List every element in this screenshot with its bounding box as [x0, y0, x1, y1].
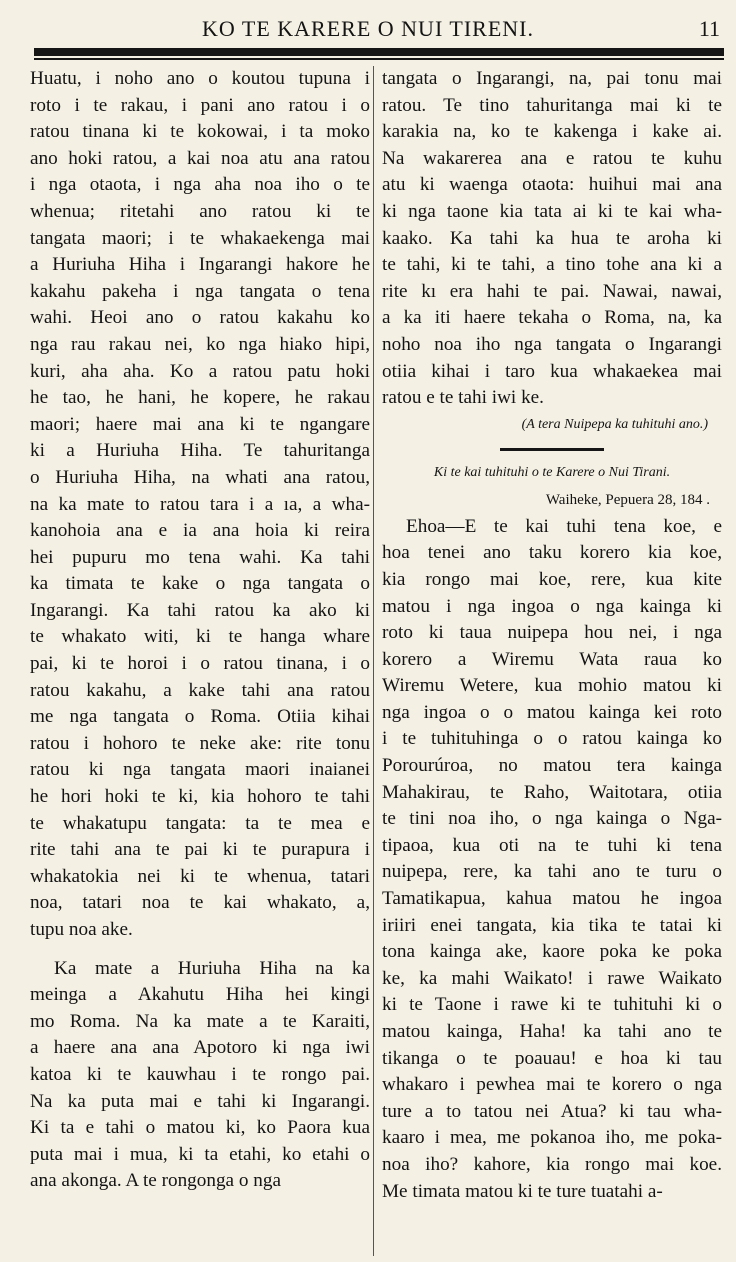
left-paragraph-1	[30, 66, 370, 944]
text-line: Me timata matou ki te ture tuatahi a-	[382, 1180, 663, 1202]
newspaper-title: KO TE KARERE O NUI TIRENI.	[202, 16, 534, 41]
text-line: ke, ka mahi Waikato! i rawe Waikato	[382, 967, 722, 989]
text-line: hoa tenei ano taku korero kia koe,	[382, 542, 722, 564]
text-line: pai, ki te horoi i o ratou tinana, i o	[30, 653, 370, 675]
text-line: atu ki waenga otaota: huihui mai ana	[382, 174, 722, 196]
text-line: Na ka puta mai e tahi ki Ingarangi.	[30, 1090, 370, 1112]
header-rule-thick	[34, 48, 724, 56]
text-line: Huatu, i noho ano o koutou tupuna i	[30, 68, 370, 89]
page-header	[0, 14, 736, 46]
text-line: me nga tangata o Roma. Otiia kihai	[30, 706, 370, 728]
text-line: ana akonga. A te rongonga o nga	[30, 1170, 281, 1192]
text-line: ka timata te kake o nga tangata o	[30, 573, 370, 595]
text-line: rite kı era hahi te pai. Nawai, nawai,	[382, 280, 722, 302]
text-line: ratou tinana ki te kokowai, i ta moko	[30, 121, 370, 143]
text-line: whenua; ritetahi ano ratou ki te	[30, 200, 370, 222]
header-rule-thin	[34, 58, 724, 60]
text-line: Ki ta e tahi o matou ki, ko Paora kua	[30, 1117, 370, 1139]
text-line: kanohoia ana e ia ana hoia ki reira	[30, 520, 370, 542]
text-line: tangata o Ingarangi, na, pai tonu mai	[382, 68, 722, 89]
text-line: maori; haere mai ana ki te ngangare	[30, 413, 370, 435]
text-line: tangata maori; i te whakaekenga mai	[30, 227, 370, 249]
text-line: Na wakarerea ana e ratou te kuhu	[382, 147, 722, 169]
text-line: nuipepa, rere, ka tahi ano te turu o	[382, 861, 722, 883]
text-line: Ehoa—E te kai tuhi tena koe, e	[406, 515, 722, 537]
article-separator	[382, 438, 722, 460]
text-line: ture a to tatou nei Atua? ki tau wha-	[382, 1100, 722, 1122]
text-line: matou i nga ingoa o nga kainga ki	[382, 595, 722, 617]
text-line: kaaro i mea, me pokanoa iho, me poka-	[382, 1127, 722, 1149]
letter-date: Waiheke, Pepuera 28, 184 .	[545, 491, 710, 508]
text-line: tona kainga ake, kaore poka ke poka	[382, 941, 722, 963]
left-column	[30, 66, 370, 1195]
text-line: te tini noa iho, o nga kainga o Nga-	[382, 808, 722, 830]
text-line: a ka iti haere tekaha o Roma, na, ka	[382, 307, 722, 329]
text-line: he tao, he hani, he kopere, he rakau	[30, 387, 370, 409]
text-line: ratou. Te tino tahuritanga mai ki te	[382, 94, 722, 116]
text-line: te whakatupu tangata: ta te mea e	[30, 812, 370, 834]
text-line: roto ki taua nuipepa hou nei, i nga	[382, 622, 722, 644]
text-line: tikanga o te poauau! e hoa ki tau	[382, 1047, 722, 1069]
text-line: ratou i hohoro te neke ake: rite tonu	[30, 732, 370, 754]
continued-note: (A tera Nuipepa ka tuhituhi ano.)	[521, 416, 708, 432]
text-line: a Huriuha Hiha i Ingarangi hakore he	[30, 254, 370, 276]
right-column	[382, 66, 722, 1205]
text-line: ki te Taone i rawe ki te tuhituhi ki o	[382, 994, 722, 1016]
column-divider	[373, 66, 374, 1256]
text-line: meinga a Akahutu Hiha hei kingi	[30, 984, 370, 1006]
text-line: na ka mate to ratou tara i a ıa, a wha-	[30, 493, 370, 515]
text-line: noho noa iho nga tangata o Ingarangi	[382, 333, 722, 355]
text-line: kia rongo mai koe, rere, kua kite	[382, 568, 722, 590]
text-line: i te tuhituhinga o o ratou kainga ko	[382, 728, 722, 750]
text-line: Mahakirau, te Raho, Waitotara, otiia	[382, 781, 722, 803]
text-line: korero a Wiremu Wata raua ko	[382, 648, 722, 670]
text-line: roto i te rakau, i pani ano ratou i o	[30, 94, 370, 116]
text-line: Porourúroa, no matou tera kainga	[382, 755, 722, 777]
text-line: rite tahi ana te pai ki te purapura i	[30, 839, 370, 861]
text-line: matou kainga, Haha! ka tahi ano te	[382, 1021, 722, 1042]
right-paragraph-1	[382, 66, 722, 412]
right-paragraph-2	[382, 514, 722, 1205]
letter-address: Ki te kai tuhituhi o te Karere o Nui Tirani.	[433, 464, 671, 480]
text-line: ratou e te tahi iwi ke.	[382, 387, 544, 409]
text-line: Wiremu Wetere, kua mohio matou ki	[382, 675, 722, 697]
text-line: ki a Huriuha Hiha. Te tahuritanga	[30, 440, 370, 462]
text-line: Tamatikapua, kahua matou he ingoa	[382, 888, 722, 910]
text-line: nga rau rakau nei, ko nga hiako hipi,	[30, 333, 370, 355]
text-line: otiia kihai i taro kua whakaekea mai	[382, 360, 722, 382]
text-line: tupu noa ake.	[30, 919, 133, 940]
text-line: ratou ki nga tangata maori inaianei	[30, 759, 370, 781]
text-line: noa iho? kahore, kia rongo mai koe.	[382, 1153, 722, 1175]
page-number: 11	[698, 16, 720, 41]
text-line: wahi. Heoi ano o ratou kakahu ko	[30, 307, 370, 329]
text-line: ki nga taone kia tata ai ki te kai wha-	[382, 200, 722, 222]
text-line: a haere ana ana Apotoro ki nga iwi	[30, 1037, 370, 1059]
text-line: karakia na, ko te kakenga i kake ai.	[382, 121, 722, 143]
text-line: Ka mate a Huriuha Hiha na ka	[54, 957, 370, 979]
text-line: te whakato witi, ki te hanga whare	[30, 626, 370, 648]
text-line: ano hoki ratou, a kai noa atu ana ratou	[30, 147, 370, 169]
text-line: katoa ki te kauwhau i te rongo pai.	[30, 1063, 370, 1085]
text-line: kakahu pakeha i nga tangata o tena	[30, 280, 370, 302]
text-line: hei pupuru mo tena wahi. Ka tahi	[30, 546, 370, 568]
text-line: iriiri enei tangata, kia tika te tatai ki	[382, 914, 722, 936]
text-line: kuri, aha aha. Ko a ratou patu hoki	[30, 360, 370, 382]
text-line: whakaro i pewhea mai te korero o nga	[382, 1074, 722, 1096]
text-line: ratou kakahu, a kake tahi ana ratou	[30, 679, 370, 701]
text-line: whakatokia nei ki te whenua, tatari	[30, 865, 370, 887]
text-line: o Huriuha Hiha, na whati ana ratou,	[30, 466, 370, 488]
text-line: tipaoa, kua oti na te tuhi ki tena	[382, 834, 722, 856]
text-line: te tahi, ki te tahi, a tino tohe ana ki a	[382, 254, 722, 276]
text-line: he hori hoki te ki, kia hohoro te tahi	[30, 786, 370, 808]
text-line: kaako. Ka tahi ka hua te aroha ki	[382, 227, 722, 249]
text-line: i nga otaota, i nga aha noa iho o te	[30, 174, 370, 196]
text-line: Ingarangi. Ka tahi ratou ka ako ki	[30, 599, 370, 621]
left-paragraph-2	[30, 956, 370, 1195]
text-line: puta mai i mua, ki ta etahi, ko etahi o	[30, 1143, 370, 1165]
text-line: noa, tatari noa te kai whakato, a,	[30, 892, 370, 914]
text-line: mo Roma. Na ka mate a te Karaiti,	[30, 1010, 370, 1032]
text-line: nga ingoa o o matou kainga kei roto	[382, 701, 722, 723]
